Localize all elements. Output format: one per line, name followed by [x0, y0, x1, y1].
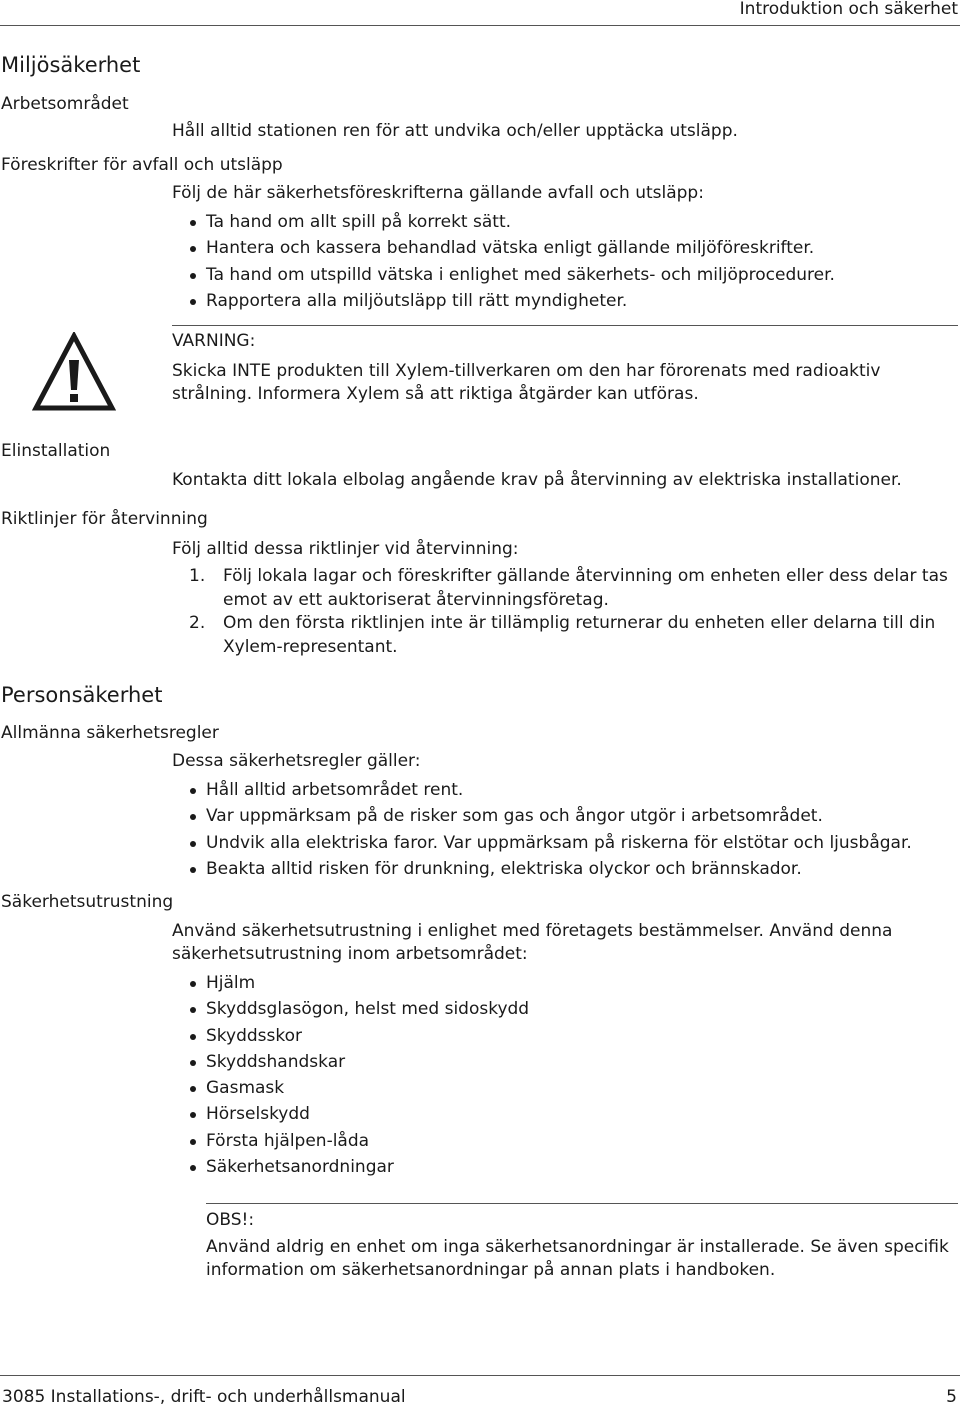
- running-header: Introduktion och säkerhet: [739, 0, 958, 19]
- general-intro: Dessa säkerhetsregler gäller:: [172, 751, 421, 771]
- page-number: 5: [946, 1387, 957, 1407]
- note-text-line1: Använd aldrig en enhet om inga säkerhetsanordningar är installerade. Se även specifik: [206, 1237, 949, 1257]
- list-item: Gasmask: [172, 1075, 529, 1101]
- list-item: 2. Om den första riktlinjen inte är tillämplig returnerar du enheten eller delarna till din Xylem-representant.: [189, 613, 936, 657]
- footer-rule: [0, 1375, 960, 1376]
- warning-text-line2: strålning. Informera Xylem så att riktiga åtgärder kan utföras.: [172, 384, 699, 404]
- list-item: Säkerhetsanordningar: [172, 1154, 529, 1180]
- heading-electrical: Elinstallation: [1, 441, 111, 461]
- list-item: Håll alltid arbetsområdet rent.: [172, 777, 912, 803]
- electrical-text: Kontakta ditt lokala elbolag angående krav på återvinning av elektriska installationer.: [172, 470, 902, 490]
- note-label: OBS!:: [206, 1210, 255, 1230]
- equipment-text-line1: Använd säkerhetsutrustning i enlighet med företagets bestämmelser. Använd denna: [172, 921, 893, 941]
- list-item: Skyddsglasögon, helst med sidoskydd: [172, 996, 529, 1022]
- list-item: Hörselskydd: [172, 1101, 529, 1127]
- list-item: Skyddshandskar: [172, 1049, 529, 1075]
- work-area-text: Håll alltid stationen ren för att undvika och/eller upptäcka utsläpp.: [172, 121, 738, 141]
- list-item: 1. Följ lokala lagar och föreskrifter gällande återvinning om enheten eller dess delar tas emot av ett auktoriserat återvinningsföretag.: [189, 566, 948, 610]
- list-item: Undvik alla elektriska faror. Var uppmärksam på riskerna för elstötar och ljusbågar.: [172, 830, 912, 856]
- list-item: Ta hand om utspilld vätska i enlighet med säkerhets- och miljöprocedurer.: [172, 262, 835, 288]
- list-item: Ta hand om allt spill på korrekt sätt.: [172, 209, 835, 235]
- list-item: Rapportera alla miljöutsläpp till rätt myndigheter.: [172, 288, 835, 314]
- waste-list: [172, 209, 835, 314]
- general-list: [172, 777, 912, 882]
- list-number: 2.: [189, 613, 206, 633]
- list-item: Beakta alltid risken för drunkning, elektriska olyckor och brännskador.: [172, 856, 912, 882]
- heading-recycling: Riktlinjer för återvinning: [1, 509, 208, 529]
- list-number: 1.: [189, 566, 206, 586]
- equipment-list: [172, 970, 529, 1180]
- equipment-text-line2: säkerhetsutrustning inom arbetsområdet:: [172, 944, 528, 964]
- list-item: Hantera och kassera behandlad vätska enligt gällande miljöföreskrifter.: [172, 235, 835, 261]
- list-item: Hjälm: [172, 970, 529, 996]
- heading-equipment: Säkerhetsutrustning: [1, 892, 174, 912]
- note-top-rule: [206, 1203, 958, 1204]
- warning-text-line1: Skicka INTE produkten till Xylem-tillverkaren om den har förorenats med radioaktiv: [172, 361, 881, 381]
- list-item: Skyddsskor: [172, 1023, 529, 1049]
- heading-work-area: Arbetsområdet: [1, 94, 129, 114]
- note-text-line2: information om säkerhetsanordningar på annan plats i handboken.: [206, 1260, 776, 1280]
- header-rule: [0, 25, 960, 26]
- footer-manual-title: 3085 Installations-, drift- och underhållsmanual: [2, 1387, 406, 1407]
- list-item: Första hjälpen-låda: [172, 1128, 529, 1154]
- recycling-intro: Följ alltid dessa riktlinjer vid återvinning:: [172, 539, 519, 559]
- warning-triangle-icon: [32, 332, 116, 412]
- section-title-personal: Personsäkerhet: [1, 683, 163, 707]
- section-title-environment: Miljösäkerhet: [1, 53, 141, 77]
- heading-general-rules: Allmänna säkerhetsregler: [1, 723, 219, 743]
- heading-waste: Föreskrifter för avfall och utsläpp: [1, 155, 283, 175]
- recycling-list: [172, 565, 958, 659]
- warning-top-rule: [172, 325, 958, 326]
- list-item: Var uppmärksam på de risker som gas och ångor utgör i arbetsområdet.: [172, 803, 912, 829]
- waste-intro: Följ de här säkerhetsföreskrifterna gällande avfall och utsläpp:: [172, 183, 704, 203]
- warning-label: VARNING:: [172, 331, 256, 351]
